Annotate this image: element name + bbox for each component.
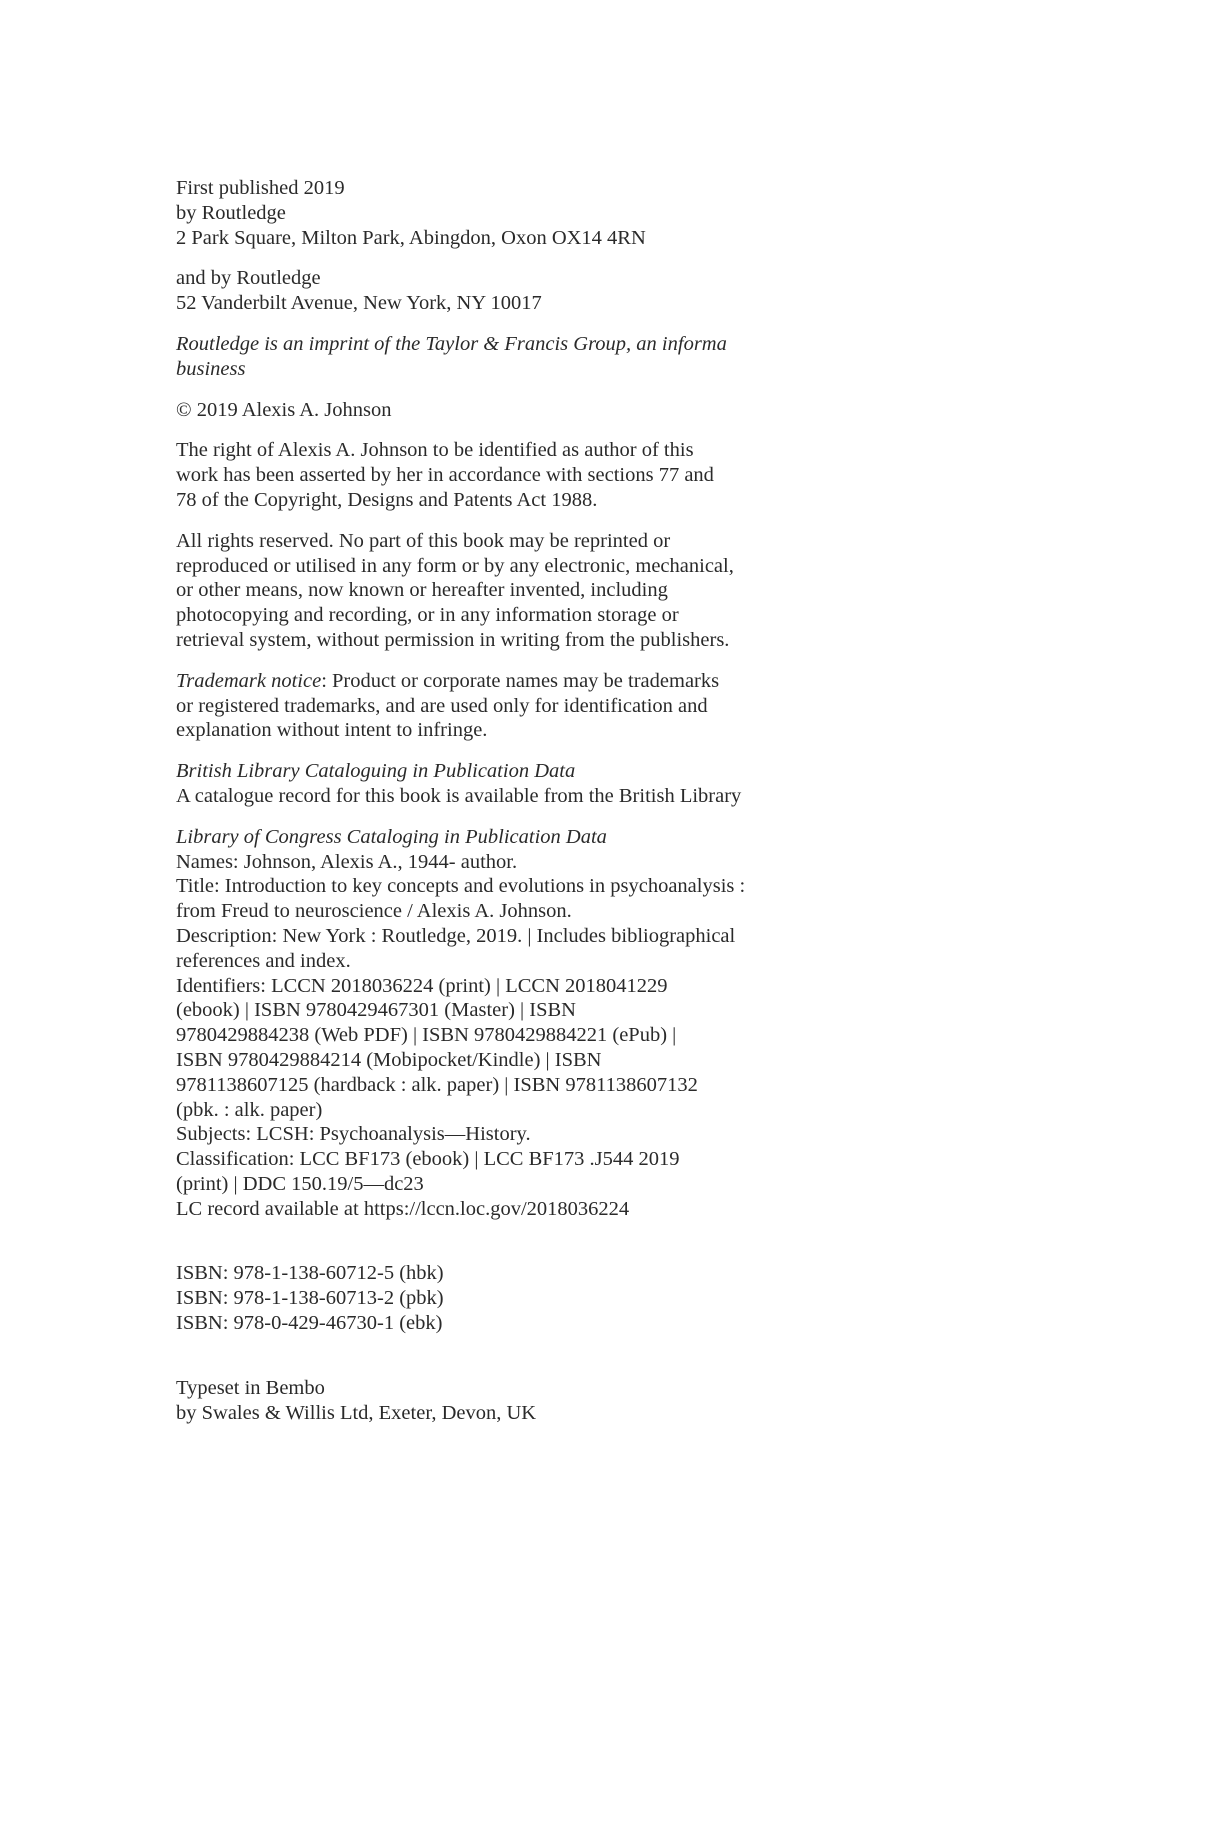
typeset-block (176, 1376, 796, 1426)
text-line: 9781138607125 (hardback : alk. paper) | ISBN 9781138607132 (176, 1073, 698, 1096)
text-line: Title: Introduction to key concepts and evolutions in psychoanalysis : (176, 875, 746, 898)
loc-names: Names: Johnson, Alexis A., 1944- author. (176, 850, 518, 873)
british-library-text: A catalogue record for this book is available from the British Library (176, 784, 742, 807)
isbn-line: ISBN: 978-1-138-60713-2 (pbk) (176, 1287, 444, 1310)
text-line: Identifiers: LCCN 2018036224 (print) | LCCN 2018041229 (176, 974, 668, 997)
text-line: Classification: LCC BF173 (ebook) | LCC BF173 .J544 2019 (176, 1148, 680, 1171)
isbn-line: ISBN: 978-1-138-60712-5 (hbk) (176, 1262, 444, 1285)
text-line: from Freud to neuroscience / Alexis A. Johnson. (176, 900, 572, 923)
loc-heading: Library of Congress Cataloging in Publication Data (176, 825, 607, 848)
text-line: (print) | DDC 150.19/5—dc23 (176, 1172, 424, 1195)
trademark-label: Trademark notice (176, 669, 322, 692)
publisher-name: by Routledge (176, 201, 286, 224)
typesetter: by Swales & Willis Ltd, Exeter, Devon, UK (176, 1401, 537, 1424)
text-line: retrieval system, without permission in writing from the publishers. (176, 628, 730, 651)
text-line: work has been asserted by her in accordance with sections 77 and (176, 464, 714, 487)
copyright-page (176, 176, 796, 1425)
text-line: 78 of the Copyright, Designs and Patents Act 1988. (176, 488, 598, 511)
isbn-list (176, 1261, 796, 1335)
text-line: explanation without intent to infringe. (176, 719, 488, 742)
loc-title (176, 874, 796, 924)
text-line: All rights reserved. No part of this book may be reprinted or (176, 529, 671, 552)
loc-identifiers (176, 974, 796, 1123)
loc-classification (176, 1147, 796, 1197)
publisher-address: 2 Park Square, Milton Park, Abingdon, Oxon OX14 4RN (176, 226, 646, 249)
text-line (176, 669, 796, 694)
loc-cip-block (176, 825, 796, 1222)
loc-subjects: Subjects: LCSH: Psychoanalysis—History. (176, 1123, 531, 1146)
british-library-block (176, 759, 796, 809)
text-line: or other means, now known or hereafter invented, including (176, 579, 668, 602)
us-publisher-name: and by Routledge (176, 267, 321, 290)
text-line: photocopying and recording, or in any information storage or (176, 604, 679, 627)
text-line: references and index. (176, 949, 351, 972)
text-line: ISBN 9780429884214 (Mobipocket/Kindle) | ISBN (176, 1048, 602, 1071)
text-line: The right of Alexis A. Johnson to be identified as author of this (176, 439, 694, 462)
us-publisher-address: 52 Vanderbilt Avenue, New York, NY 10017 (176, 292, 542, 315)
copyright-line: © 2019 Alexis A. Johnson (176, 398, 392, 421)
text-line: Description: New York : Routledge, 2019. | Includes bibliographical (176, 924, 736, 947)
text-line: (ebook) | ISBN 9780429467301 (Master) | ISBN (176, 999, 576, 1022)
text-line: or registered trademarks, and are used only for identification and (176, 694, 708, 717)
text-line: reproduced or utilised in any form or by any electronic, mechanical, (176, 554, 734, 577)
publication-line: First published 2019 (176, 177, 345, 199)
rights-reserved-paragraph (176, 529, 796, 653)
text-line: (pbk. : alk. paper) (176, 1098, 323, 1121)
trademark-text: : Product or corporate names may be trademarks (321, 669, 720, 692)
typeset-font: Typeset in Bembo (176, 1376, 325, 1399)
text-line: 9780429884238 (Web PDF) | ISBN 9780429884221 (ePub) | (176, 1024, 677, 1047)
british-library-heading: British Library Cataloguing in Publication Data (176, 760, 576, 783)
trademark-notice (176, 669, 796, 743)
imprint-note: Routledge is an imprint of the Taylor & Francis Group, an informa business (176, 332, 727, 380)
isbn-line: ISBN: 978-0-429-46730-1 (ebk) (176, 1312, 443, 1335)
us-publisher-block (176, 266, 796, 316)
moral-rights-paragraph (176, 438, 796, 512)
loc-record: LC record available at https://lccn.loc.gov/2018036224 (176, 1197, 630, 1220)
publisher-block (176, 176, 796, 250)
loc-description (176, 924, 796, 974)
